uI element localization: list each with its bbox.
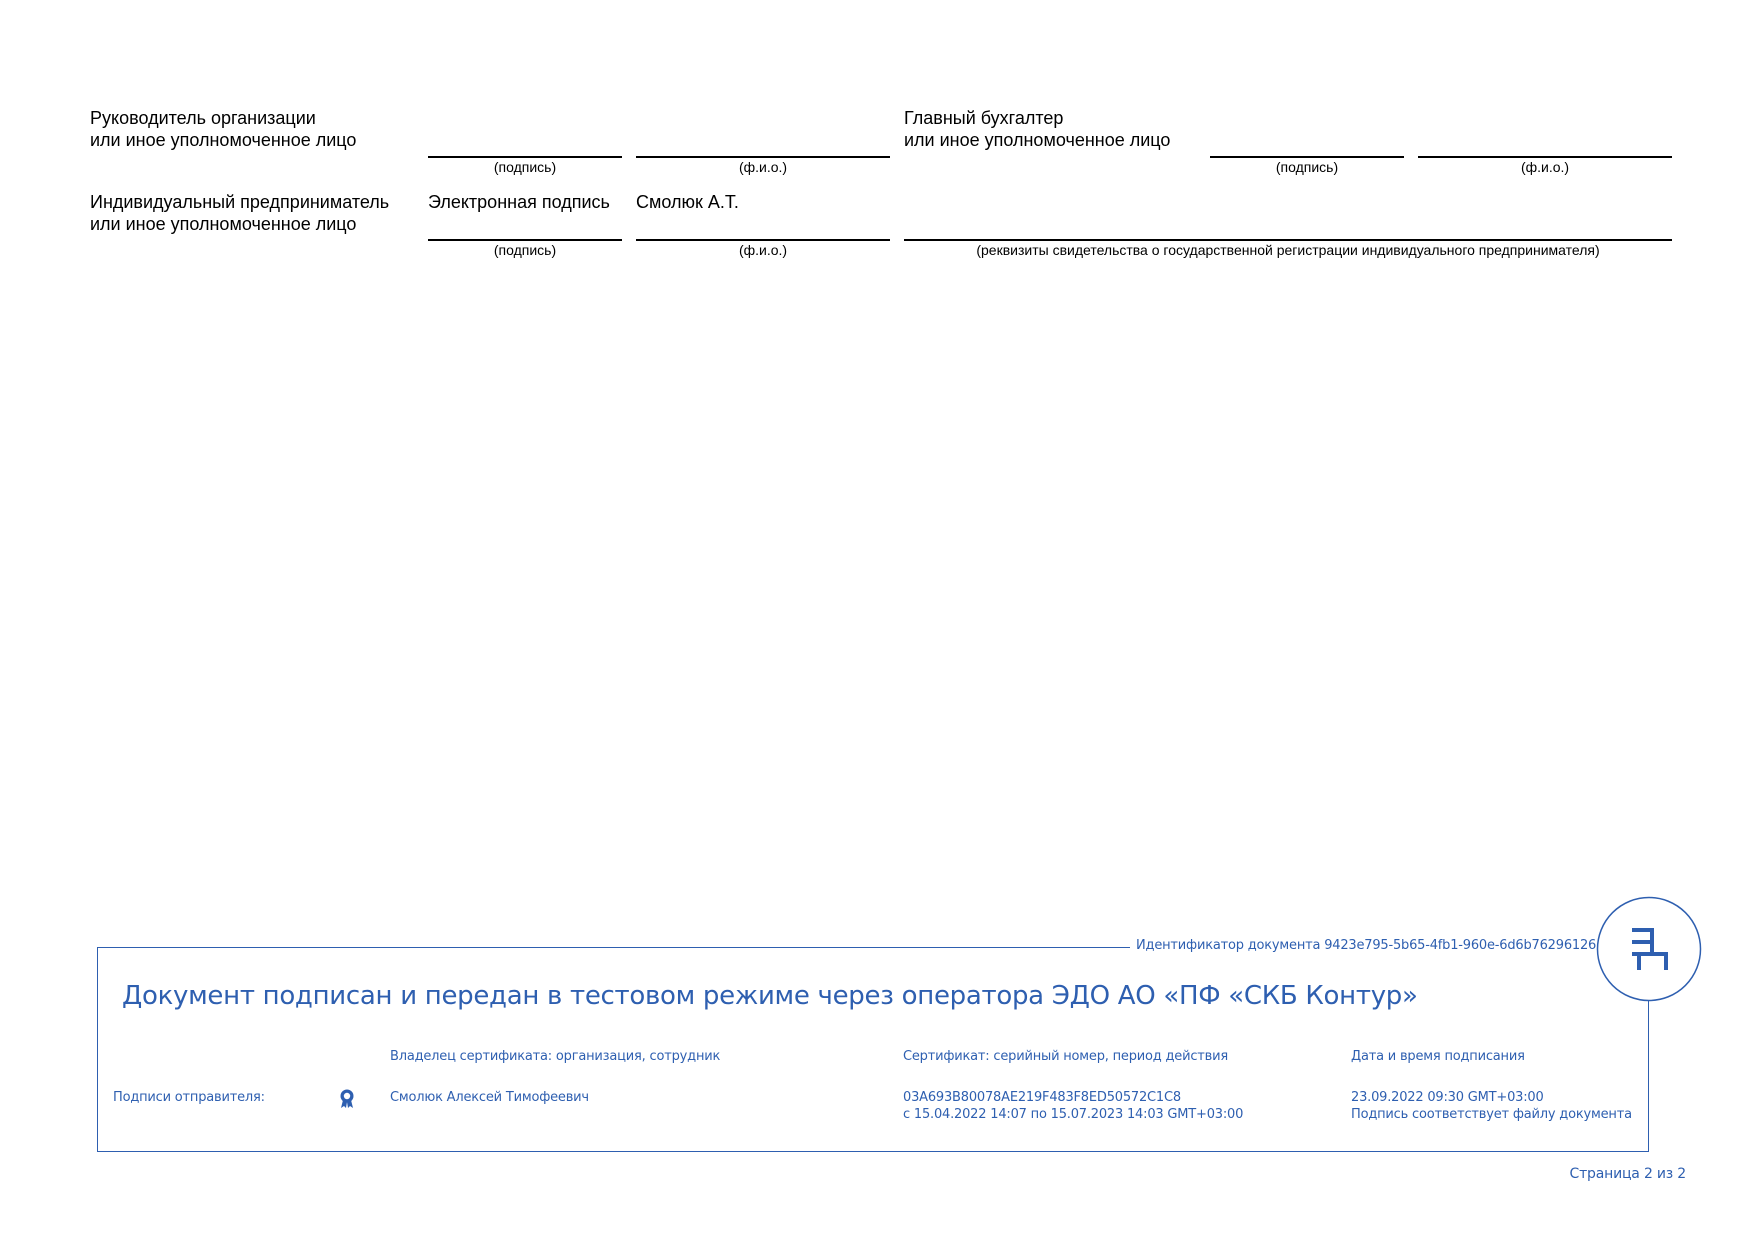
- entrepreneur-label-line2: или иное уполномоченное лицо: [90, 214, 357, 234]
- head-name-line: [636, 156, 890, 158]
- entrepreneur-signature-line: [428, 239, 622, 241]
- certificate-owner-name: Смолюк Алексей Тимофеевич: [390, 1090, 589, 1105]
- entrepreneur-name-caption: (ф.и.о.): [738, 242, 788, 258]
- requisites-line: [904, 239, 1672, 241]
- signature-status: Подпись соответствует файлу документа: [1351, 1107, 1632, 1122]
- head-signature-line: [428, 156, 622, 158]
- date-column-header: Дата и время подписания: [1351, 1049, 1525, 1064]
- kontur-logo: [1596, 896, 1702, 1002]
- accountant-signature-caption: (подпись): [1275, 159, 1339, 175]
- accountant-label: [904, 107, 1170, 151]
- accountant-signature-line: [1210, 156, 1404, 158]
- kontur-logo-icon: [1596, 896, 1702, 1002]
- certificate-info: [903, 1089, 1243, 1123]
- head-label-line1: Руководитель организации: [90, 108, 316, 128]
- head-signature-caption: (подпись): [493, 159, 557, 175]
- entrepreneur-label: [90, 191, 389, 235]
- signing-datetime: 23.09.2022 09:30 GMT+03:00: [1351, 1090, 1544, 1105]
- certificate-badge-icon: [338, 1089, 356, 1109]
- certificate-serial: 03A693B80078AE219F483F8ED50572C1C8: [903, 1090, 1181, 1105]
- owner-column-header: Владелец сертификата: организация, сотрудник: [390, 1049, 721, 1064]
- cert-column-header: Сертификат: серийный номер, период действия: [903, 1049, 1228, 1064]
- page-number: Страница 2 из 2: [1569, 1166, 1686, 1182]
- entrepreneur-label-line1: Индивидуальный предприниматель: [90, 192, 390, 212]
- head-label: [90, 107, 356, 151]
- certificate-period: с 15.04.2022 14:07 по 15.07.2023 14:03 GMT+03:00: [903, 1107, 1244, 1122]
- accountant-label-line1: Главный бухгалтер: [904, 108, 1064, 128]
- accountant-label-line2: или иное уполномоченное лицо: [904, 130, 1171, 150]
- entrepreneur-name-line: [636, 239, 890, 241]
- head-name-caption: (ф.и.о.): [738, 159, 788, 175]
- head-label-line2: или иное уполномоченное лицо: [90, 130, 357, 150]
- requisites-caption: (реквизиты свидетельства о государственной регистрации индивидуального предпринимателя): [976, 242, 1600, 258]
- document-id: Идентификатор документа 9423e795-5b65-4fb1-960e-6d6b76296126: [1130, 937, 1602, 954]
- entrepreneur-signature-caption: (подпись): [493, 242, 557, 258]
- accountant-name-line: [1418, 156, 1672, 158]
- certificate-badge: [338, 1089, 356, 1109]
- accountant-name-caption: (ф.и.о.): [1520, 159, 1570, 175]
- sender-signatures-label: Подписи отправителя:: [113, 1090, 265, 1105]
- entrepreneur-name-value: Смолюк А.Т.: [636, 192, 739, 212]
- signing-info: [1351, 1089, 1632, 1123]
- entrepreneur-signature-value: Электронная подпись: [428, 192, 610, 212]
- stamp-title: Документ подписан и передан в тестовом режиме через оператора ЭДО АО «ПФ «СКБ Контур»: [122, 981, 1418, 1011]
